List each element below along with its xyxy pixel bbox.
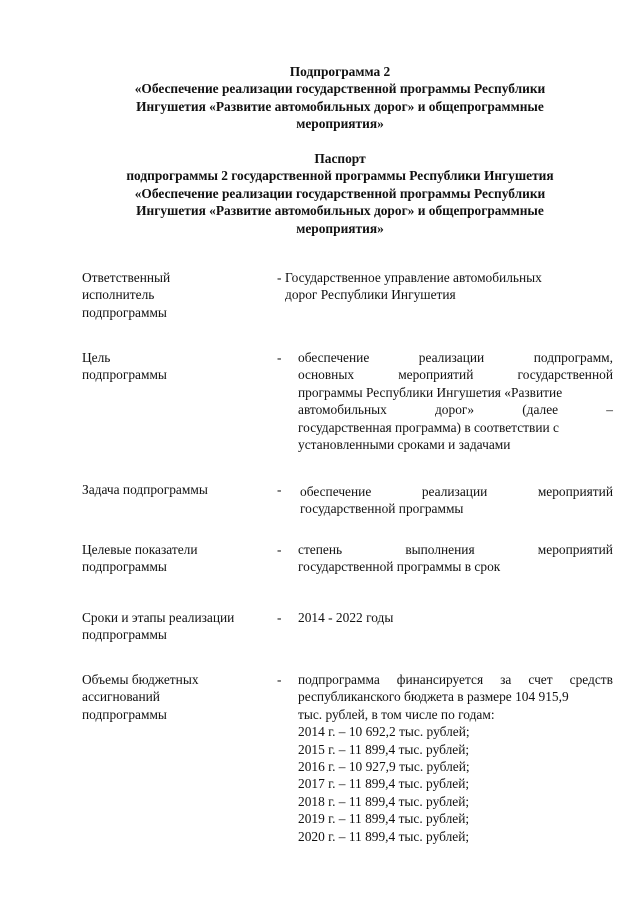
label-line: Сроки и этапы реализации — [82, 610, 235, 625]
value-line: государственной программы — [300, 501, 464, 517]
label-line: подпрограммы — [82, 304, 167, 320]
value-word: реализации — [418, 350, 485, 365]
value-word: обеспечение — [300, 484, 372, 499]
value-line — [300, 483, 613, 500]
label-line: подпрограммы — [82, 706, 167, 722]
row-value — [300, 483, 613, 518]
value-word: подпрограмм, — [533, 350, 613, 365]
row-label — [82, 269, 272, 321]
row-dash: - — [277, 482, 282, 497]
value-line: 2018 г. – 11 899,4 тыс. рублей; — [298, 793, 470, 809]
value-line: 2014 г. – 10 692,2 тыс. рублей; — [298, 724, 470, 740]
row-value — [298, 609, 613, 626]
subprogram-title — [80, 63, 600, 133]
value-word: мероприятий — [537, 542, 613, 557]
value-line — [298, 349, 613, 366]
value-word: мероприятий — [537, 484, 613, 499]
row-label — [82, 541, 272, 576]
passport-title-line: «Обеспечение реализации государственной программы Республики — [134, 185, 546, 201]
subprogram-title-line: «Обеспечение реализации государственной программы Республики — [134, 81, 546, 97]
label-line: Ответственный — [82, 270, 171, 285]
label-line: подпрограммы — [82, 367, 167, 383]
label-line: Задача подпрограммы — [82, 482, 208, 497]
value-word: (далее — [522, 402, 559, 418]
passport-title-line: мероприятия» — [296, 220, 384, 236]
value-line — [298, 541, 613, 558]
value-line: тыс. рублей, в том числе по годам: — [298, 706, 495, 722]
value-line: 2016 г. – 10 927,9 тыс. рублей; — [298, 759, 470, 775]
value-word: – — [606, 402, 613, 418]
row-label — [82, 609, 272, 644]
label-line: Объемы бюджетных — [82, 672, 199, 687]
passport-title-line: Ингушетия «Развитие автомобильных дорог» и общепрограммные — [136, 203, 544, 219]
row-dash: - — [277, 672, 282, 687]
value-line — [298, 401, 613, 418]
value-word: республиканского бюджета в размере 104 915,9 — [298, 689, 569, 705]
value-word: степень — [298, 542, 343, 557]
subprogram-title-line: мероприятия» — [296, 116, 384, 132]
value-line — [298, 419, 613, 436]
row-value — [298, 541, 613, 576]
value-word: государственная программа) в соответствии с — [298, 419, 559, 435]
value-line: 2017 г. – 11 899,4 тыс. рублей; — [298, 776, 470, 792]
row-dash: - — [277, 350, 282, 365]
value-word: мероприятий — [398, 367, 474, 383]
value-word: обеспечение — [298, 350, 370, 365]
value-line — [298, 671, 613, 688]
value-word: за — [500, 672, 512, 687]
row-dash: - — [277, 270, 282, 285]
value-word: основных — [298, 367, 355, 383]
value-line: дорог Республики Ингушетия — [285, 287, 456, 303]
subprogram-title-line: Ингушетия «Развитие автомобильных дорог» и общепрограммные — [136, 98, 544, 114]
value-word: программы Республики Ингушетия «Развитие — [298, 384, 563, 400]
label-line: Цель — [82, 350, 111, 365]
passport-title — [80, 150, 600, 237]
value-line: 2014 - 2022 годы — [298, 610, 394, 625]
value-line — [298, 384, 613, 401]
value-line: 2020 г. – 11 899,4 тыс. рублей; — [298, 828, 470, 844]
value-line: государственной программы в срок — [298, 559, 501, 575]
row-value — [298, 349, 613, 453]
passport-title-line: подпрограммы 2 государственной программы Республики Ингушетия — [126, 168, 554, 184]
row-label — [82, 481, 272, 498]
label-line: Целевые показатели — [82, 542, 198, 557]
label-line: подпрограммы — [82, 559, 167, 575]
value-word: автомобильных — [298, 402, 387, 418]
value-line — [298, 366, 613, 383]
row-dash: - — [277, 542, 282, 557]
value-word: подпрограмма — [298, 672, 380, 687]
value-word: финансируется — [396, 672, 484, 687]
label-line: подпрограммы — [82, 627, 167, 643]
value-word: государственной — [517, 367, 613, 383]
value-line — [298, 688, 613, 705]
row-value — [298, 671, 613, 845]
label-line: ассигнований — [82, 689, 160, 705]
value-word: дорог» — [434, 402, 475, 418]
row-value — [285, 269, 615, 304]
value-word: средств — [569, 672, 613, 687]
value-word: выполнения — [405, 542, 475, 557]
subprogram-title-line: Подпрограмма 2 — [289, 64, 391, 79]
row-dash: - — [277, 610, 282, 625]
value-word: счет — [528, 672, 553, 687]
row-label — [82, 349, 272, 384]
label-line: исполнитель — [82, 287, 155, 303]
value-line: 2019 г. – 11 899,4 тыс. рублей; — [298, 811, 470, 827]
row-label — [82, 671, 272, 723]
value-line: Государственное управление автомобильных — [285, 270, 542, 285]
value-line: 2015 г. – 11 899,4 тыс. рублей; — [298, 741, 470, 757]
value-word: реализации — [421, 484, 488, 499]
passport-title-line: Паспорт — [314, 151, 366, 166]
value-line: установленными сроками и задачами — [298, 437, 511, 453]
